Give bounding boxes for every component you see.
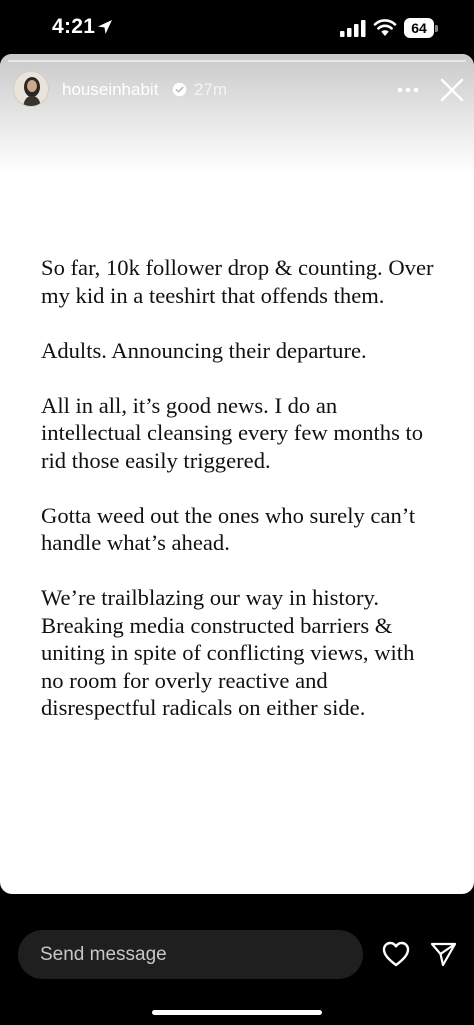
send-message-input[interactable]	[18, 930, 363, 979]
battery-icon	[404, 18, 438, 38]
heart-icon[interactable]	[382, 941, 410, 967]
story-paragraph: Gotta weed out the ones who surely can’t handle what’s ahead.	[41, 502, 416, 555]
more-icon[interactable]	[396, 86, 420, 94]
signal-icon	[340, 20, 366, 37]
post-timestamp: 27m	[194, 80, 228, 99]
story-paragraph: So far, 10k follower drop & counting. Over my kid in a teeshirt that offends them.	[41, 255, 434, 308]
story-text	[41, 254, 441, 749]
avatar-image	[14, 72, 49, 107]
story-progress-bar	[8, 60, 466, 62]
story-paragraph: All in all, it’s good news. I do an intellectual cleansing every few months to rid those easily triggered.	[41, 392, 424, 473]
avatar[interactable]	[13, 71, 49, 107]
battery-level: 64	[411, 20, 427, 36]
wifi-icon	[373, 18, 397, 37]
username[interactable]: houseinhabit	[62, 80, 159, 99]
home-indicator	[152, 1010, 322, 1015]
status-time: 4:21	[52, 15, 96, 38]
story-header	[0, 54, 474, 174]
story-paragraph: Adults. Announcing their departure.	[41, 337, 367, 363]
battery-cap	[435, 25, 438, 32]
verified-icon	[172, 82, 187, 97]
location-arrow-icon	[97, 19, 113, 35]
story-paragraph: We’re trailblazing our way in history. Breaking media constructed barriers & uniting in spite of conflicting views, with no room for overly reactive and disrespectful radicals on either side.	[41, 585, 415, 720]
send-icon[interactable]	[430, 941, 457, 967]
story-card[interactable]	[0, 54, 474, 894]
status-bar	[0, 0, 474, 54]
message-placeholder: Send message	[40, 944, 167, 965]
close-icon[interactable]	[440, 78, 464, 102]
